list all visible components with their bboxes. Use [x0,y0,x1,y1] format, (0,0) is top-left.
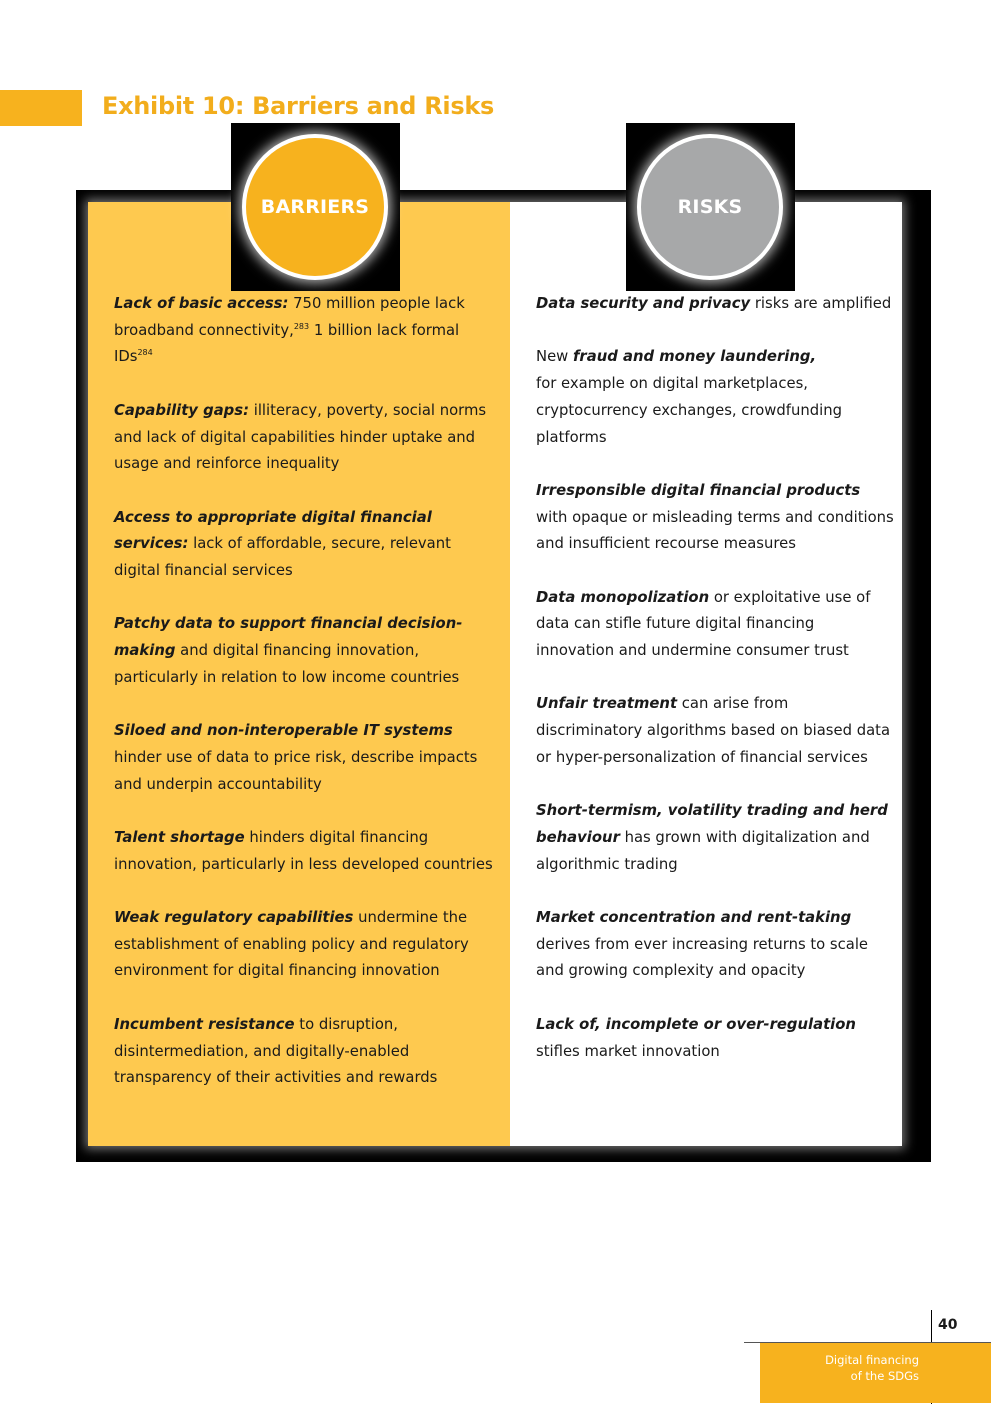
barrier-item: Talent shortage hinders digital financing innovation, particularly in less developed countries [114,828,493,873]
report-name-line1: Digital financing [825,1353,919,1367]
barriers-circle: BARRIERS [242,134,388,280]
risk-item: Market concentration and rent-taking derives from ever increasing returns to scale and growing complexity and opacity [536,909,869,980]
risks-badge [626,123,795,291]
barrier-item: Patchy data to support financial decision-making and digital financing innovation, particularly in relation to low income countries [114,615,463,686]
barrier-item: Access to appropriate digital financial services: lack of affordable, secure, relevant digital financial services [114,508,451,579]
risk-item: Short-termism, volatility trading and herd behaviour has grown with digitalization and algorithmic trading [536,802,888,873]
barrier-item: Incumbent resistance to disruption, disintermediation, and digitally-enabled transparency of their activities and rewards [114,1015,438,1087]
risk-item: Irresponsible digital financial products with opaque or misleading terms and conditions and insufficient recourse measures [536,481,894,553]
barriers-badge [231,123,400,291]
barriers-list [114,291,499,1119]
risk-item: Data monopolization or exploitative use of data can stifle future digital financing innovation and undermine consumer trust [536,588,871,660]
report-name [825,1352,919,1384]
barrier-item: Capability gaps: illiteracy, poverty, social norms and lack of digital capabilities hinder uptake and usage and reinforce inequality [114,401,487,473]
risks-circle: RISKS [637,134,783,280]
barrier-item: Weak regulatory capabilities undermine the establishment of enabling policy and regulatory environment for digital financing innovation [114,909,469,980]
barrier-item: Siloed and non-interoperable IT systems hinder use of data to price risk, describe impacts and underpin accountability [114,722,478,793]
barrier-item: Lack of basic access: 750 million people lack broadband connectivity,$^{283}$ 1 billion lack formal IDs$^{284}$ [114,295,465,366]
title-accent-bar [0,90,82,126]
page-number: 40 [938,1317,958,1333]
report-name-line2: of the SDGs [850,1369,919,1383]
exhibit-title: Exhibit 10: Barriers and Risks [102,92,494,120]
risk-item: Lack of, incomplete or over-regulation stifles market innovation [536,1015,856,1060]
risk-item: Data security and privacy risks are amplified [536,295,892,312]
risks-list [536,291,896,1092]
footer-banner [760,1343,991,1403]
risk-item: Unfair treatment can arise from discriminatory algorithms based on biased data or hyper-personalization of financial services [536,695,891,766]
risk-item: New fraud and money laundering, for example on digital marketplaces, cryptocurrency exchanges, crowdfunding platforms [536,348,842,446]
